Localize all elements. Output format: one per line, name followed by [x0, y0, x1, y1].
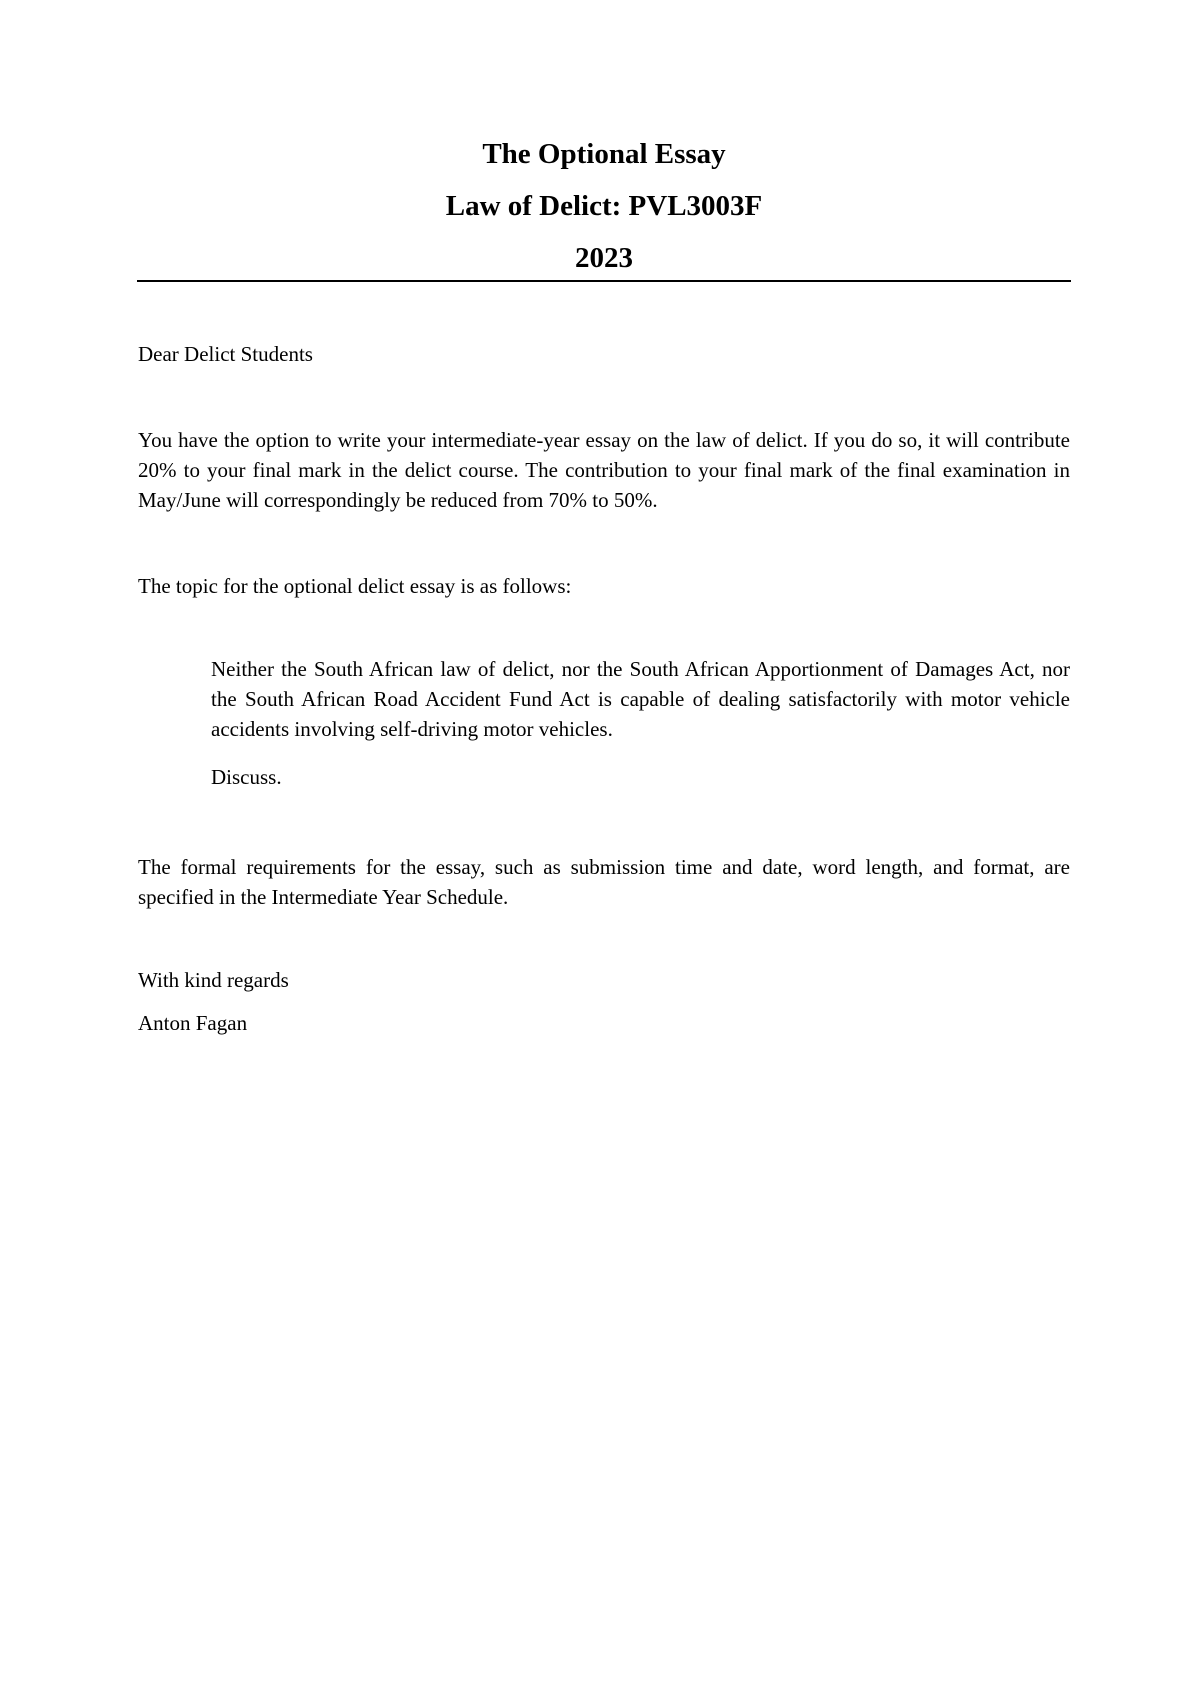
essay-instruction: Discuss.: [211, 765, 282, 789]
requirements-paragraph: The formal requirements for the essay, such as submission time and date, word length, and format, are specified in the Intermediate Year Schedule.: [138, 855, 1070, 909]
signature-name: Anton Fagan: [138, 1011, 248, 1035]
salutation: Dear Delict Students: [138, 342, 313, 366]
header-divider: [137, 280, 1071, 282]
closing-line: With kind regards: [138, 968, 289, 992]
topic-intro-paragraph: The topic for the optional delict essay is as follows:: [138, 574, 572, 598]
year-heading: 2023: [575, 242, 633, 274]
document-title: The Optional Essay: [482, 138, 726, 170]
essay-topic-quote: Neither the South African law of delict, nor the South African Apportionment of Damages Act, nor the South African Road Accident Fund Act is capable of dealing satisfactorily with motor vehicle accidents involving self-driving motor vehicles.: [211, 657, 1070, 741]
intro-paragraph: You have the option to write your intermediate-year essay on the law of delict. If you do so, it will contribute 20% to your final mark in the delict course. The contribution to your final mark of the final examination in May/June will correspondingly be reduced from 70% to 50%.: [138, 428, 1070, 512]
course-title: Law of Delict: PVL3003F: [445, 190, 763, 222]
